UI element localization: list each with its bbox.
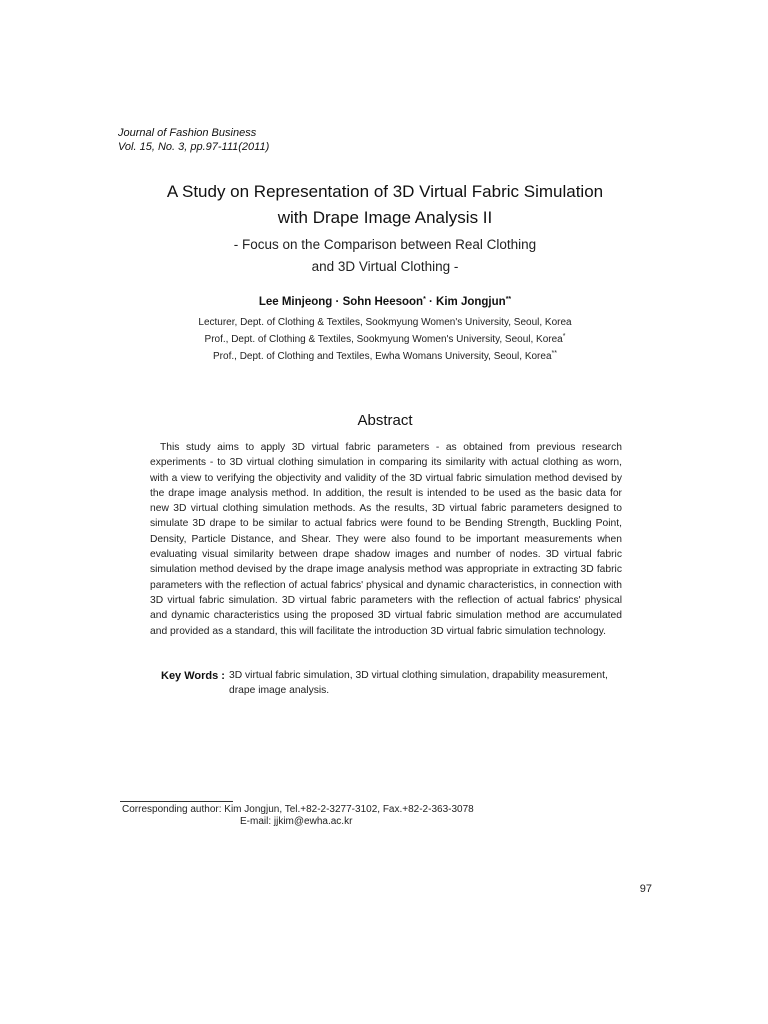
author-2-mark: * [423, 296, 426, 303]
affiliation-text: Prof., Dept. of Clothing & Textiles, Sookmyung Women's University, Seoul, Korea [204, 334, 563, 345]
footnote-line-1: Corresponding author: Kim Jongjun, Tel.+82-2-3277-3102, Fax.+82-2-363-3078 [122, 804, 474, 815]
keywords-text: 3D virtual fabric simulation, 3D virtual clothing simulation, drapability measurement, drape image analysis. [229, 670, 608, 696]
affiliation-text: Prof., Dept. of Clothing and Textiles, Ewha Womans University, Seoul, Korea [213, 351, 552, 362]
author-3: Kim Jongjun [436, 296, 506, 308]
page-number: 97 [639, 883, 652, 895]
paper-subtitle-line-2: and 3D Virtual Clothing - [311, 259, 459, 274]
journal-header [118, 126, 269, 154]
affiliation-mark: * [562, 333, 566, 340]
author-separator: · [425, 296, 437, 308]
abstract-heading: Abstract [357, 412, 413, 429]
corresponding-author-footnote [122, 804, 474, 828]
abstract-body: This study aims to apply 3D virtual fabric parameters - as obtained from previous research experiments - to 3D virtual clothing simulation in comparing its similarity with actual clothing as worn, with a view to verifying the objectivity and validity of the 3D virtual fabric simulation method devised by the drape image analysis method. In addition, the result is intended to be used as the basic data for new 3D virtual clothing simulation methods. As the results, 3D virtual fabric parameters designed to simulate 3D drape to be similar to actual fabrics were found to be Bending Strength, Buckling Point, Density, Particle Distance, and Shear. They were also found to be important measurements when evaluating visual similarity between drape shadow images and number of nodes. 3D virtual fabric simulation method devised by the drape image analysis method was appropriate in extracting 3D fabric parameters with the reflection of actual fabrics' physical and dynamic characteristics, in connection with 3D virtual fabric simulation. 3D virtual fabric parameters with the reflection of actual fabrics' physical and dynamic characteristics using the proposed 3D virtual fabric simulation method are accumulated and provided as a standard, this will facilitate the introduction 3D virtual fabric simulation technology. [150, 442, 622, 637]
affiliation-mark: ** [551, 350, 557, 357]
author-list [100, 292, 670, 310]
paper-title-line-1: A Study on Representation of 3D Virtual Fabric Simulation [166, 182, 604, 201]
author-separator: · [332, 296, 343, 308]
footnote-divider [120, 801, 233, 802]
paper-subtitle-line-1: - Focus on the Comparison between Real Clothing [233, 237, 537, 252]
affiliation-2 [100, 330, 670, 347]
journal-name: Journal of Fashion Business [118, 127, 257, 139]
author-2: Sohn Heesoon [342, 296, 424, 308]
author-3-mark: ** [505, 296, 512, 303]
affiliation-1 [100, 313, 670, 330]
journal-volume: Vol. 15, No. 3, pp.97-111(2011) [118, 141, 270, 153]
affiliation-3 [100, 347, 670, 364]
footnote-email: E-mail: jjkim@ewha.ac.kr [240, 816, 353, 827]
paper-title-line-2: with Drape Image Analysis II [277, 208, 493, 227]
author-1: Lee Minjeong [258, 296, 333, 308]
affiliation-text: Lecturer, Dept. of Clothing & Textiles, Sookmyung Women's University, Seoul, Korea [198, 317, 572, 328]
keywords-label: Key Words : [161, 670, 225, 682]
